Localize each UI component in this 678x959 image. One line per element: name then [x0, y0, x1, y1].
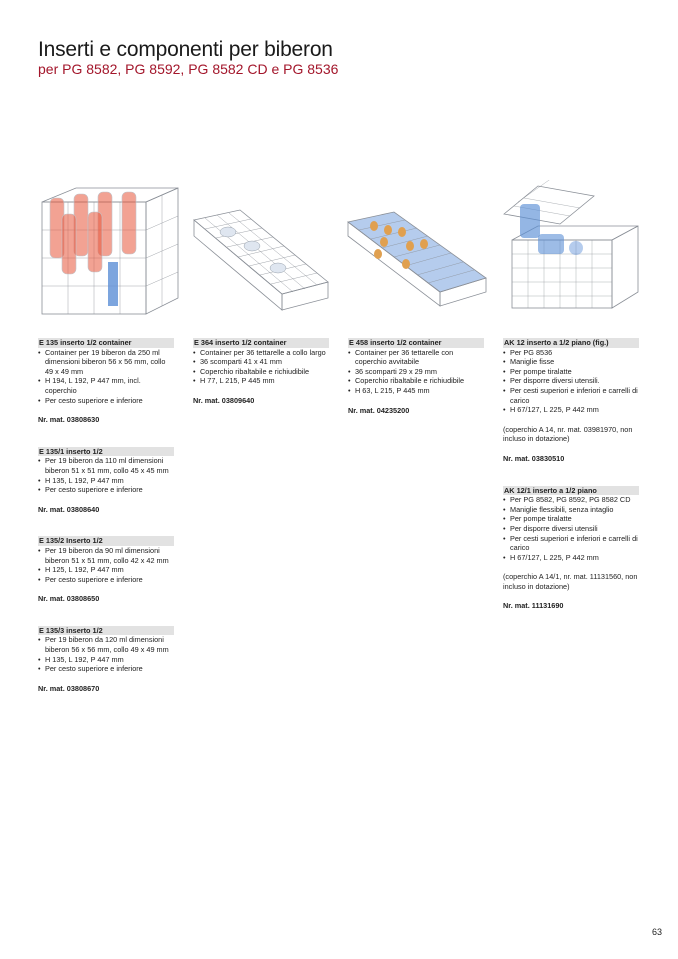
product-e135-1	[38, 447, 174, 515]
product-title: E 135/3 inserto 1/2	[38, 626, 174, 636]
spec-item: • H 125, L 192, P 447 mm	[38, 565, 174, 575]
spec-item: • Per cesto superiore e inferiore	[38, 664, 174, 674]
spec-item: • H 194, L 192, P 447 mm, incl. coperchio	[38, 376, 174, 395]
product-ak12-1	[503, 486, 639, 612]
column-4	[503, 338, 639, 633]
spec-item: • 36 scomparti 29 x 29 mm	[348, 367, 484, 377]
material-number: Nr. mat. 03809640	[193, 395, 255, 405]
spec-item: • Per 19 biberon da 90 ml dimensioni biberon 51 x 51 mm, collo 42 x 42 mm	[38, 546, 174, 565]
spec-item: • H 77, L 215, P 445 mm	[193, 376, 329, 386]
spec-list	[348, 348, 484, 396]
product-title: AK 12/1 inserto a 1/2 piano	[503, 486, 639, 496]
product-title: E 135 inserto 1/2 container	[38, 338, 174, 348]
spec-item: • Maniglie flessibili, senza intaglio	[503, 505, 639, 515]
spec-item: • H 135, L 192, P 447 mm	[38, 655, 174, 665]
spec-list	[503, 348, 639, 415]
product-ak12	[503, 338, 639, 464]
accessory-note: (coperchio A 14, nr. mat. 03981970, non incluso in dotazione)	[503, 424, 633, 444]
spec-item: • Per pompe tiralatte	[503, 367, 639, 377]
spec-list	[38, 546, 174, 584]
spec-item: • 36 scomparti 41 x 41 mm	[193, 357, 329, 367]
spec-item: • Coperchio ribaltabile e richiudibile	[193, 367, 329, 377]
material-number: Nr. mat. 03808650	[38, 594, 100, 604]
material-number: Nr. mat. 11131690	[503, 601, 564, 611]
screw-cap-teat-container-image	[344, 180, 492, 325]
spec-item: • Per cesto superiore e inferiore	[38, 575, 174, 585]
column-2	[193, 338, 329, 428]
product-e458	[348, 338, 484, 415]
spec-item: • H 63, L 215, P 445 mm	[348, 386, 484, 396]
material-number: Nr. mat. 03830510	[503, 453, 565, 463]
product-e135-3	[38, 626, 174, 694]
accessory-note: (coperchio A 14/1, nr. mat. 11131560, non incluso in dotazione)	[503, 572, 638, 591]
wide-neck-teat-container-image	[188, 180, 336, 325]
product-title: AK 12 inserto a 1/2 piano (fig.)	[503, 338, 639, 348]
spec-item: • Container per 36 tettarelle con coperchio avvitabile	[348, 348, 484, 367]
spec-item: • Per PG 8536	[503, 348, 639, 358]
spec-item: • Per 19 biberon da 120 ml dimensioni biberon 56 x 56 mm, collo 49 x 49 mm	[38, 635, 174, 654]
spec-item: • Container per 19 biberon da 250 ml dimensioni biberon 56 x 56 mm, collo 49 x 49 mm	[38, 348, 174, 377]
material-number: Nr. mat. 03808640	[38, 504, 100, 514]
spec-item: • H 67/127, L 225, P 442 mm	[503, 553, 639, 563]
spec-item: • Maniglie fisse	[503, 357, 639, 367]
spec-item: • Per cesto superiore e inferiore	[38, 485, 174, 495]
product-e135-2	[38, 536, 174, 604]
spec-item: • Per disporre diversi utensili	[503, 524, 639, 534]
product-e364	[193, 338, 329, 406]
spec-item: • Per disporre diversi utensili.	[503, 376, 639, 386]
page-title: Inserti e componenti per biberon	[38, 38, 333, 62]
spec-item: • Coperchio ribaltabile e richiudibile	[348, 376, 484, 386]
page-subtitle: per PG 8582, PG 8592, PG 8582 CD e PG 8536	[38, 61, 339, 77]
spec-item: • Container per 36 tettarelle a collo largo	[193, 348, 329, 358]
bottle-rack-image	[36, 180, 184, 325]
material-number: Nr. mat. 03808630	[38, 415, 100, 425]
product-title: E 364 inserto 1/2 container	[193, 338, 329, 348]
spec-item: • Per PG 8582, PG 8592, PG 8582 CD	[503, 495, 639, 505]
half-level-basket-image	[498, 180, 646, 325]
spec-item: • Per cesti superiori e inferiori e carrelli di carico	[503, 534, 639, 553]
spec-item: • Per cesti superiori e inferiori e carrelli di carico	[503, 386, 639, 405]
spec-list	[503, 495, 639, 562]
product-title: E 135/2 Inserto 1/2	[38, 536, 174, 546]
spec-item: • Per cesto superiore e inferiore	[38, 396, 174, 406]
spec-list	[38, 456, 174, 494]
spec-item: • H 135, L 192, P 447 mm	[38, 476, 174, 486]
column-3	[348, 338, 484, 437]
column-1	[38, 338, 174, 715]
spec-list	[38, 635, 174, 673]
spec-item: • Per pompe tiralatte	[503, 514, 639, 524]
material-number: Nr. mat. 04235200	[348, 405, 410, 415]
spec-list	[38, 348, 174, 406]
product-title: E 135/1 inserto 1/2	[38, 447, 174, 457]
material-number: Nr. mat. 03808670	[38, 683, 100, 693]
spec-item: • H 67/127, L 225, P 442 mm	[503, 405, 639, 415]
product-title: E 458 inserto 1/2 container	[348, 338, 484, 348]
product-e135	[38, 338, 174, 425]
spec-item: • Per 19 biberon da 110 ml dimensioni biberon 51 x 51 mm, collo 45 x 45 mm	[38, 456, 174, 475]
spec-list	[193, 348, 329, 386]
page-number: 63	[651, 927, 662, 937]
